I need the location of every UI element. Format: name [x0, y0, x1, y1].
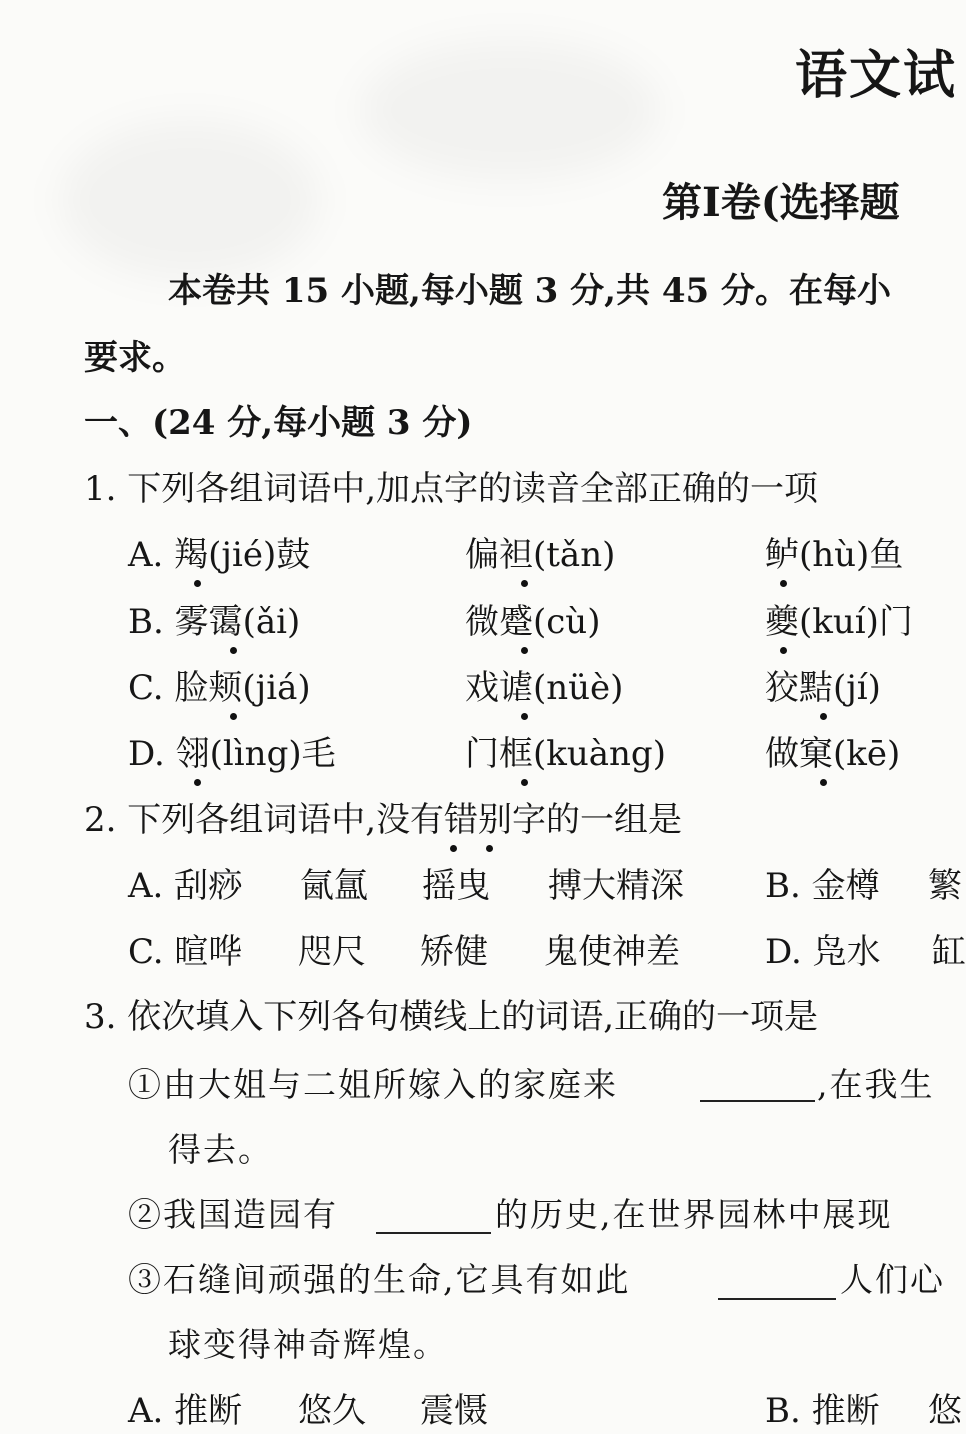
q3-option-a-word-3: 震慑	[420, 1391, 488, 1431]
q3-sentence-1-part-3: 得去。	[168, 1130, 273, 1169]
q1-option-c-item-3: 狡黠(jí)	[765, 668, 881, 708]
question-1-stem: 1. 下列各组词语中,加点字的读音全部正确的一项	[84, 469, 819, 509]
q2-option-a-word-3: 摇曳	[422, 866, 490, 906]
section-heading: 第Ⅰ卷(选择题	[662, 179, 900, 226]
intro-line-1: 本卷共 15 小题,每小题 3 分,共 45 分。在每小	[168, 271, 891, 311]
q3-sentence-3-part-1: ③石缝间顽强的生命,它具有如此	[128, 1260, 631, 1299]
q2-option-b-word-2: 繁	[928, 866, 962, 906]
q3-option-b-word-2: 悠	[928, 1391, 962, 1431]
intro-line-2: 要求。	[84, 338, 186, 378]
emphasis-dot	[230, 647, 237, 654]
q2-option-c-word-4: 鬼使神差	[544, 932, 680, 972]
emphasis-dot	[780, 580, 787, 587]
fill-blank	[376, 1232, 491, 1234]
q3-sentence-1-part-1: ①由大姐与二姐所嫁入的家庭来	[128, 1065, 618, 1104]
q1-option-d-item-2: 门框(kuàng)	[465, 734, 666, 774]
q1-option-b-item-2: 微蹙(cù)	[465, 602, 601, 642]
q2-option-c-word-1: C. 暄哗	[128, 932, 243, 972]
q2-option-c-word-3: 矫健	[420, 932, 488, 972]
q2-option-d-word-1: D. 凫水	[765, 932, 881, 972]
q2-option-a-word-4: 搏大精深	[548, 866, 684, 906]
q3-sentence-3-part-2: 人们心	[840, 1260, 945, 1299]
q2-option-a-word-1: A. 刮痧	[128, 866, 243, 906]
emphasis-dot	[521, 647, 528, 654]
emphasis-dot	[521, 713, 528, 720]
emphasis-dot	[450, 845, 457, 852]
scan-smudge	[60, 120, 320, 280]
emphasis-dot	[230, 713, 237, 720]
question-3-stem: 3. 依次填入下列各句横线上的词语,正确的一项是	[84, 997, 819, 1037]
emphasis-dot	[521, 580, 528, 587]
q1-option-b-item-1: B. 雾霭(ǎi)	[128, 602, 301, 642]
part1-heading: 一、(24 分,每小题 3 分)	[84, 403, 473, 443]
question-2-stem: 2. 下列各组词语中,没有错别字的一组是	[84, 800, 683, 840]
emphasis-dot	[194, 779, 201, 786]
emphasis-dot	[820, 779, 827, 786]
exam-title: 语文试	[795, 46, 958, 106]
fill-blank	[700, 1100, 815, 1102]
scan-smudge	[360, 40, 660, 180]
q1-option-b-item-3: 夔(kuí)门	[765, 602, 913, 642]
q2-option-a-word-2: 氤氲	[300, 866, 368, 906]
q1-option-c-item-2: 戏谑(nüè)	[465, 668, 624, 708]
emphasis-dot	[486, 845, 493, 852]
q1-option-a-item-3: 鲈(hù)鱼	[765, 535, 904, 575]
q1-option-c-item-1: C. 脸颊(jiá)	[128, 668, 311, 708]
q1-option-a-item-1: A. 羯(jié)鼓	[128, 535, 311, 575]
q2-option-d-word-2: 缸	[932, 932, 966, 972]
q3-option-b-word-1: B. 推断	[765, 1391, 880, 1431]
q3-option-a-word-1: A. 推断	[128, 1391, 243, 1431]
q3-sentence-2-part-2: 的历史,在世界园林中展现	[495, 1195, 893, 1234]
q2-option-c-word-2: 咫尺	[298, 932, 366, 972]
emphasis-dot	[194, 580, 201, 587]
q3-sentence-3-part-3: 球变得神奇辉煌。	[168, 1325, 448, 1364]
q2-option-b-word-1: B. 金樽	[765, 866, 880, 906]
q3-sentence-1-part-2: ,在我生	[817, 1065, 935, 1104]
q1-option-a-item-2: 偏袒(tǎn)	[465, 535, 616, 575]
q1-option-d-item-3: 做窠(kē)	[765, 734, 901, 774]
q3-sentence-2-part-1: ②我国造园有	[128, 1195, 338, 1234]
q1-option-d-item-1: D. 翎(lìng)毛	[128, 734, 336, 774]
q3-option-a-word-2: 悠久	[298, 1391, 366, 1431]
emphasis-dot	[820, 713, 827, 720]
emphasis-dot	[780, 647, 787, 654]
emphasis-dot	[521, 779, 528, 786]
fill-blank	[718, 1298, 836, 1300]
